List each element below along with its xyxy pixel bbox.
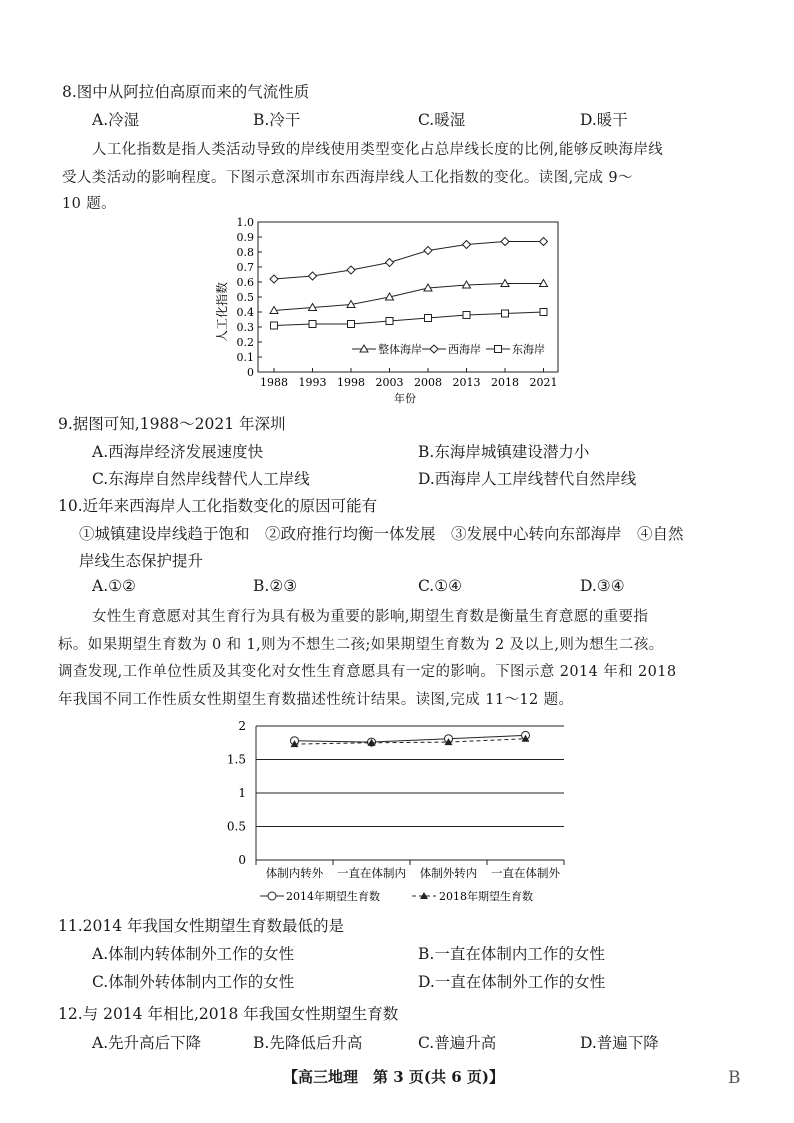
- q10-stem: 10.近年来西海岸人工化指数变化的原因可能有: [58, 497, 378, 515]
- chart1-y-tick-label: 1.0: [236, 216, 254, 229]
- chart1-y-tick-label: 0.1: [236, 351, 254, 364]
- q11-option-d: D.一直在体制外工作的女性: [418, 973, 606, 991]
- chart1-y-tick-label: 0.6: [236, 276, 254, 289]
- q9-option-a: A.西海岸经济发展速度快: [92, 443, 264, 461]
- diamond-marker-icon: [430, 345, 438, 353]
- q12-option-b: B.先降低后升高: [253, 1034, 363, 1052]
- chart2-y-tick-label: 1: [238, 786, 246, 800]
- chart2-legend: [260, 889, 533, 903]
- chart2-y-tick-label: 1.5: [226, 752, 246, 767]
- data-point: [501, 238, 509, 246]
- passage2-line-4: 年我国不同工作性质女性期望生育数描述性统计结果。读图,完成 11～12 题。: [58, 692, 574, 708]
- chart1-y-tick-label: 0.9: [236, 231, 254, 244]
- coastline-index-chart: [200, 212, 570, 408]
- data-point: [386, 259, 394, 267]
- chart2-legend-2014: 2014年期望生育数: [286, 890, 380, 903]
- q10-option-a: A.①②: [92, 577, 136, 595]
- chart1-y-tick-label: 0.5: [236, 291, 254, 304]
- data-point: [424, 247, 432, 255]
- q12-stem: 12.与 2014 年相比,2018 年我国女性期望生育数: [58, 1005, 399, 1023]
- q12-option-d: D.普遍下降: [580, 1034, 659, 1052]
- chart1-legend-west: 西海岸: [448, 343, 481, 356]
- passage2-line-3: 调查发现,工作单位性质及其变化对女性生育意愿具有一定的影响。下图示意 2014 年和 2018: [58, 664, 677, 680]
- passage2-line-2: 标。如果期望生育数为 0 和 1,则为不想生二孩;如果期望生育数为 2 及以上,则为想生二孩。: [58, 637, 664, 653]
- chart1-x-tick-label: 2003: [375, 376, 404, 389]
- q10-option-c: C.①④: [418, 577, 463, 595]
- data-point: [540, 309, 547, 316]
- chart1-x-tick-label: 2013: [452, 376, 481, 389]
- q10-option-b: B.②③: [253, 577, 298, 595]
- chart1-y-tick-label: 0: [247, 366, 254, 379]
- chart1-y-tick-label: 0.7: [236, 261, 254, 274]
- chart1-legend: [352, 342, 545, 356]
- q12-option-c: C.普遍升高: [418, 1034, 497, 1052]
- q9-option-c: C.东海岸自然岸线替代人工岸线: [92, 470, 310, 488]
- passage1-line-1: 人工化指数是指人类活动导致的岸线使用类型变化占总岸线长度的比例,能够反映海岸线: [92, 142, 664, 158]
- passage2-line-1: 女性生育意愿对其生育行为具有极为重要的影响,期望生育数是衡量生育意愿的重要指: [92, 609, 649, 625]
- q11-option-c: C.体制外转体制内工作的女性: [92, 973, 295, 991]
- chart2-y-tick-label: 0: [238, 853, 246, 867]
- chart1-legend-east: 东海岸: [512, 343, 545, 356]
- series-line: [295, 735, 526, 742]
- data-point: [502, 310, 509, 317]
- q8-option-a: A.冷湿: [92, 111, 140, 129]
- q8-option-b: B.冷干: [253, 111, 301, 129]
- chart1-y-tick-label: 0.2: [236, 336, 254, 349]
- q11-option-a: A.体制内转体制外工作的女性: [92, 945, 295, 963]
- data-point: [347, 266, 355, 274]
- q12-option-a: A.先升高后下降: [92, 1034, 202, 1052]
- data-point: [425, 315, 432, 322]
- chart2-y-tick-label: 2: [238, 719, 246, 733]
- passage1-line-2: 受人类活动的影响程度。下图示意深圳市东西海岸线人工化指数的变化。读图,完成 9～: [62, 170, 633, 186]
- data-point: [270, 275, 278, 283]
- chart1-x-tick-label: 2021: [529, 376, 558, 389]
- chart1-y-tick-label: 0.3: [236, 321, 254, 334]
- q10-items-line-2: 岸线生态保护提升: [79, 552, 204, 570]
- chart1-x-tick-label: 2018: [491, 376, 519, 389]
- q10-items-line-1: ①城镇建设岸线趋于饱和 ②政府推行均衡一体发展 ③发展中心转向东部海岸 ④自然: [79, 525, 684, 543]
- data-point: [348, 321, 355, 328]
- circle-marker-icon: [268, 892, 276, 900]
- data-point: [309, 272, 317, 280]
- chart2-x-tick-label: 体制内转外: [265, 866, 324, 880]
- q8-option-d: D.暖干: [580, 111, 628, 129]
- chart1-ylabel: 人工化指数: [215, 281, 229, 343]
- chart2-legend-2018: 2018年期望生育数: [439, 890, 533, 903]
- chart1-x-tick-label: 1998: [337, 376, 365, 389]
- chart1-x-tick-label: 1993: [298, 376, 327, 389]
- chart2-x-tick-label: 一直在体制内: [337, 866, 406, 880]
- chart1-y-tick-label: 0.8: [236, 246, 254, 259]
- data-point: [463, 241, 471, 249]
- chart1-x-tick-label: 1988: [260, 376, 288, 389]
- q8-stem: 8.图中从阿拉伯高原而来的气流性质: [62, 83, 310, 101]
- chart2-y-tick-label: 0.5: [226, 819, 246, 834]
- chart1-y-tick-label: 0.4: [236, 306, 254, 319]
- chart1-x-tick-label: 2008: [414, 376, 442, 389]
- version-mark: B: [728, 1068, 741, 1088]
- page-footer: 【高三地理 第 3 页(共 6 页)】: [283, 1068, 504, 1086]
- q9-option-d: D.西海岸人工岸线替代自然岸线: [418, 470, 637, 488]
- q8-option-c: C.暖湿: [418, 111, 466, 129]
- q9-stem: 9.据图可知,1988～2021 年深圳: [58, 415, 286, 433]
- data-point: [271, 322, 278, 329]
- q9-option-b: B.东海岸城镇建设潜力小: [418, 443, 590, 461]
- chart2-x-tick-label: 一直在体制外: [491, 866, 560, 880]
- square-marker-icon: [495, 346, 502, 353]
- passage1-line-3: 10 题。: [62, 196, 117, 212]
- q11-option-b: B.一直在体制内工作的女性: [418, 945, 605, 963]
- data-point: [540, 238, 548, 246]
- data-point: [386, 318, 393, 325]
- chart2-x-tick-label: 体制外转内: [419, 866, 478, 880]
- chart1-xlabel: 年份: [394, 392, 416, 405]
- data-point: [463, 312, 470, 319]
- data-point: [309, 321, 316, 328]
- chart1-legend-overall: 整体海岸: [378, 343, 422, 356]
- q11-stem: 11.2014 年我国女性期望生育数最低的是: [58, 917, 345, 935]
- q10-option-d: D.③④: [580, 577, 625, 595]
- fertility-expectation-chart: [220, 716, 580, 908]
